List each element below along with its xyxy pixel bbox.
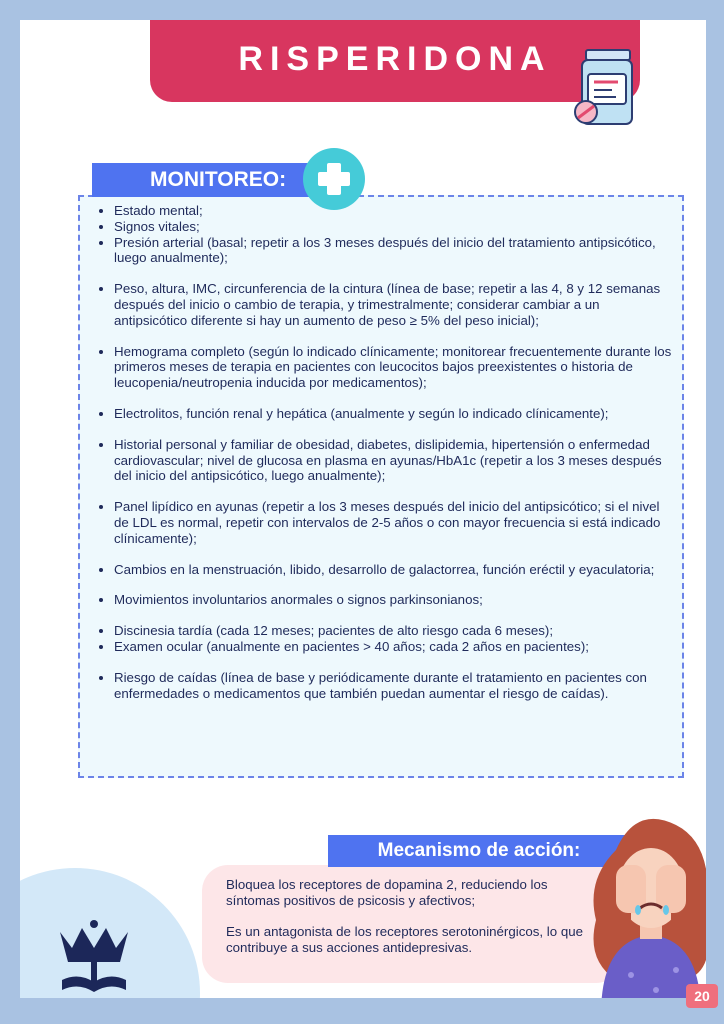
- page-title: RISPERIDONA: [238, 39, 552, 78]
- monitoring-heading: MONITOREO:: [150, 168, 287, 191]
- list-item: • Electrolitos, función renal y hepática (anualmente y según lo indicado clínicamente);: [114, 406, 672, 422]
- monitoring-list: [80, 197, 682, 701]
- list-item: • Discinesia tardía (cada 12 meses; pacientes de alto riesgo cada 6 meses);: [114, 623, 672, 639]
- page: [20, 20, 706, 998]
- medicine-bottle-icon: [572, 48, 636, 130]
- list-item: • Peso, altura, IMC, circunferencia de la cintura (línea de base; repetir a las 4, 8 y 12 semanas después del inicio o cambio de terapia, y trimestralmente; considerar cambiar a un antipsicótico diferente si hay un aumento de peso ≥ 5% del peso inicial);: [114, 281, 672, 328]
- list-item: • Cambios en la menstruación, libido, desarrollo de galactorrea, función eréctil y eyaculatoria;: [114, 562, 672, 578]
- page-number: 20: [686, 984, 718, 1008]
- plus-icon: [303, 148, 365, 210]
- list-item: • Panel lipídico en ayunas (repetir a los 3 meses después del inicio del antipsicótico; si el nivel de LDL es normal, repetir con intervalos de 2-5 años o con mayor frecuencia si está indicado clínicamente);: [114, 499, 672, 546]
- list-item: • Estado mental;: [114, 203, 672, 219]
- title-banner: [150, 20, 640, 102]
- crown-book-logo: [54, 918, 134, 998]
- list-item: • Riesgo de caídas (línea de base y periódicamente durante el tratamiento en pacientes con enfermedades o medicamentos que también puedan aumentar el riesgo de caídas).: [114, 670, 672, 702]
- list-item: • Signos vitales;: [114, 219, 672, 235]
- list-item: • Historial personal y familiar de obesidad, diabetes, dislipidemia, hipertensión o enfermedad cardiovascular; nivel de glucosa en plasma en ayunas/HbA1c (repetir a los 3 meses después del inicio del antipsicótico, luego anualmente);: [114, 437, 672, 484]
- mechanism-paragraph: Bloquea los receptores de dopamina 2, reduciendo los síntomas positivos de psicosis y afectivos;: [226, 877, 548, 908]
- list-item: • Movimientos involuntarios anormales o signos parkinsonianos;: [114, 592, 672, 608]
- list-item: • Presión arterial (basal; repetir a los 3 meses después del inicio del tratamiento antipsicótico, luego anualmente);: [114, 235, 672, 267]
- mechanism-paragraph: Es un antagonista de los receptores serotoninérgicos, lo que contribuye a sus acciones antidepresivas.: [226, 924, 584, 955]
- mechanism-text: [226, 877, 586, 971]
- monitoring-heading-banner: [92, 163, 318, 197]
- monitoring-box: [78, 195, 684, 778]
- list-item: • Examen ocular (anualmente en pacientes > 40 años; cada 2 años en pacientes);: [114, 639, 672, 655]
- crying-woman-illustration: [576, 810, 706, 998]
- mechanism-heading: Mecanismo de acción:: [377, 840, 581, 861]
- list-item: • Hemograma completo (según lo indicado clínicamente; monitorear frecuentemente durante los primeros meses de terapia en pacientes con leucocitos bajos preexistentes o historia de leucopenia/neutropenia inducida por medicamentos);: [114, 344, 672, 391]
